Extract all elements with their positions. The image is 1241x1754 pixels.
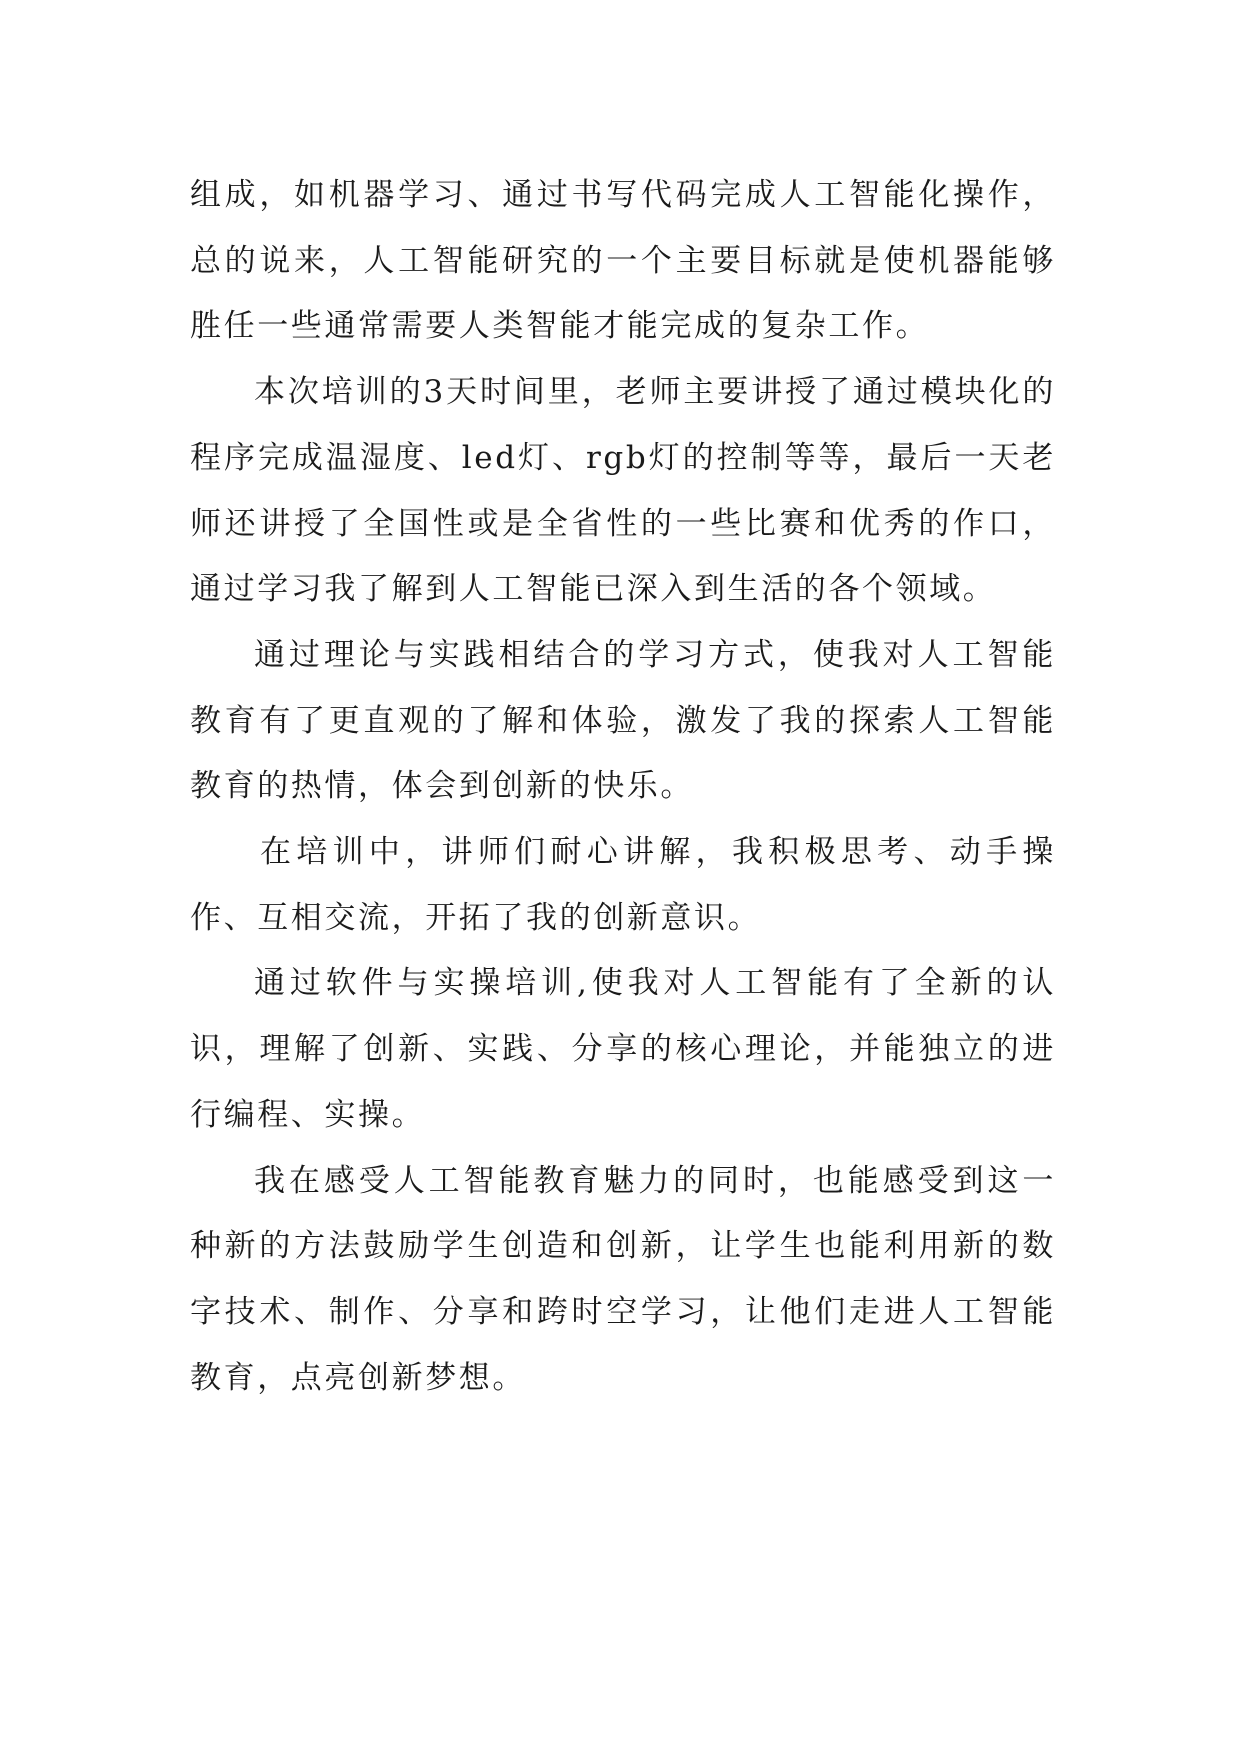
paragraph-2: 本次培训的3天时间里，老师主要讲授了通过模块化的程序完成温湿度、led灯、rgb灯的控制等等，最后一天老师还讲授了全国性或是全省性的一些比赛和优秀的作口，通过学习我了解到人工智能已深入到生活的各个领域。 [190,374,1056,608]
paragraph-4: 在培训中，讲师们耐心讲解，我积极思考、动手操作、互相交流，开拓了我的创新意识。 [190,834,1056,936]
paragraph-6: 我在感受人工智能教育魅力的同时，也能感受到这一种新的方法鼓励学生创造和创新，让学生也能利用新的数字技术、制作、分享和跨时空学习，让他们走进人工智能教育，点亮创新梦想。 [190,1162,1056,1396]
paragraph-5: 通过软件与实操培训,使我对人工智能有了全新的认识，理解了创新、实践、分享的核心理论，并能独立的进行编程、实操。 [190,965,1056,1133]
paragraph-3: 通过理论与实践相结合的学习方式，使我对人工智能教育有了更直观的了解和体验，激发了我的探索人工智能教育的热情，体会到创新的快乐。 [190,636,1056,805]
document-body [190,163,1056,1411]
paragraph-1: 组成，如机器学习、通过书写代码完成人工智能化操作，总的说来，人工智能研究的一个主要目标就是使机器能够胜任一些通常需要人类智能才能完成的复杂工作。 [190,177,1056,345]
